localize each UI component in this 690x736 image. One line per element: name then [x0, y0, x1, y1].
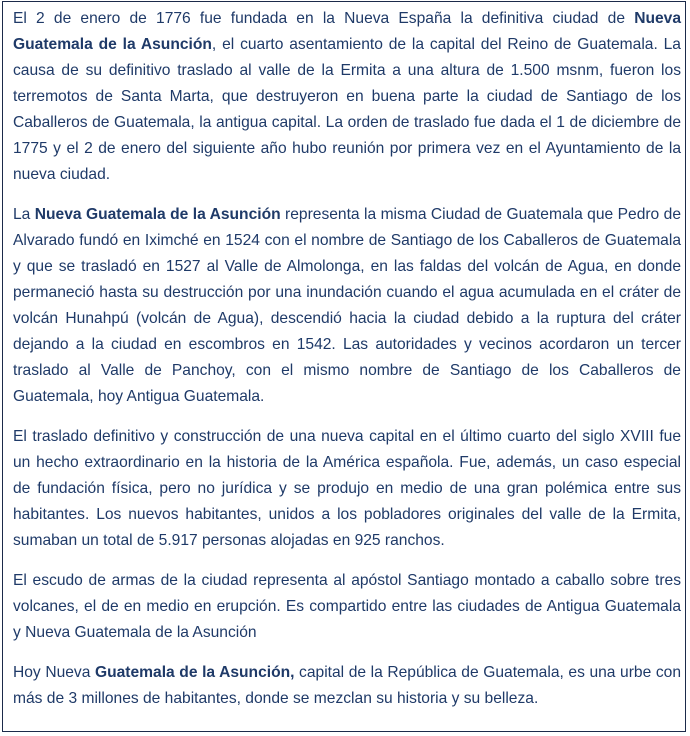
paragraph-founding [13, 6, 681, 188]
paragraph-text: El traslado definitivo y construcción de una nueva capital en el último cuarto del siglo XVIII fue un hecho extraordinario en la historia de la América española. Fue, además, un caso especial de fundación física, pero no jurídica y se produjo en medio de una gran polémica entre sus habitantes. Los nuevos habitantes, unidos a los pobladores originales del valle de la Ermita, sumaban un total de 5.917 personas alojadas en 925 ranchos. [13, 428, 681, 549]
paragraph-text: El escudo de armas de la ciudad representa al apóstol Santiago montado a caballo sobre tres volcanes, el de en medio en erupción. Es compartido entre las ciudades de Antigua Guatemala y Nueva Guatemala de la Asunción [13, 572, 681, 641]
paragraph-history [13, 202, 681, 410]
paragraph-text: representa la misma Ciudad de Guatemala que Pedro de Alvarado fundó en Iximché en 1524 con el nombre de Santiago de los Caballeros de Guatemala y que se trasladó en 1527 al Valle de Almolonga, en las faldas del volcán de Agua, en donde permaneció hasta su destrucción por una inundación cuando el agua acumulada en el cráter de volcán Hunahpú (volcán de Agua), descendió hacia la ciudad debido a la ruptura del cráter dejando a la ciudad en escombros en 1542. Las autoridades y vecinos acordaron un tercer traslado al Valle de Panchoy, con el mismo nombre de Santiago de los Caballeros de Guatemala, hoy Antigua Guatemala. [13, 206, 681, 405]
document-body [13, 6, 681, 712]
document-frame [2, 1, 686, 732]
city-name-bold: Nueva Guatemala de la Asunción [13, 10, 681, 53]
city-name-bold: Nueva Guatemala de la Asunción [34, 206, 281, 223]
paragraph-coat-of-arms [13, 568, 681, 646]
paragraph-text: Hoy Nueva [13, 664, 95, 681]
paragraph-text: La [13, 206, 35, 223]
paragraph-text: El 2 de enero de 1776 fue fundada en la Nueva España la definitiva ciudad de [13, 10, 635, 27]
paragraph-today [13, 660, 681, 712]
paragraph-relocation [13, 424, 681, 554]
paragraph-text: capital de la República de Guatemala, es una urbe con más de 3 millones de habitantes, donde se mezclan su historia y su belleza. [13, 664, 681, 707]
city-name-bold: Guatemala de la Asunción, [94, 664, 295, 681]
paragraph-text: , el cuarto asentamiento de la capital del Reino de Guatemala. La causa de su definitivo traslado al valle de la Ermita a una altura de 1.500 msnm, fueron los terremotos de Santa Marta, que destruyeron en buena parte la ciudad de Santiago de los Caballeros de Guatemala, la antigua capital. La orden de traslado fue dada el 1 de diciembre de 1775 y el 2 de enero del siguiente año hubo reunión por primera vez en el Ayuntamiento de la nueva ciudad. [13, 36, 681, 183]
